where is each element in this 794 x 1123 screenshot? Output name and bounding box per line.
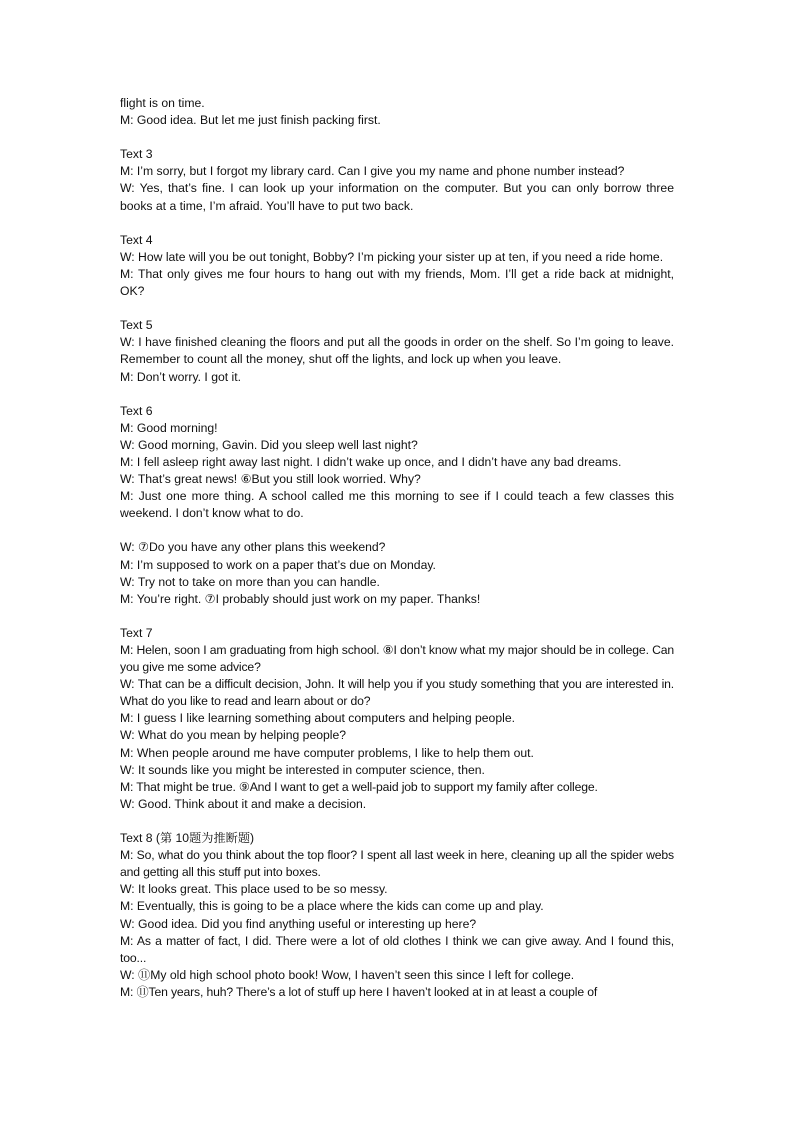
text-line: M: So, what do you think about the top floor? I spent all last week in here, cleaning up all the spider webs and getting all this stuff put into boxes. <box>120 848 674 880</box>
text-line: M: Helen, soon I am graduating from high school. ⑧I don’t know what my major should be in college. Can you give me some advice? <box>120 643 674 675</box>
paragraph-gap <box>120 129 674 146</box>
paragraph-gap <box>120 813 674 830</box>
text-line: M: Just one more thing. A school called me this morning to see if I could teach a few classes this weekend. I don’t know what to do. <box>120 489 674 521</box>
text-line: M: I guess I like learning something about computers and helping people. <box>120 711 515 726</box>
text-line: M: Good idea. But let me just finish packing first. <box>120 113 381 128</box>
text-line: M: I fell asleep right away last night. I didn’t wake up once, and I didn’t have any bad dreams. <box>120 454 622 469</box>
section-heading: Text 4 <box>120 232 153 247</box>
text-line: W: Yes, that’s fine. I can look up your information on the computer. But you can only borrow three books at a time, I’m afraid. You’ll have to put two back. <box>120 181 674 213</box>
text-line: M: ⑪Ten years, huh? There’s a lot of stuff up here I haven’t looked at in at least a couple of <box>120 984 598 999</box>
text-line: M: As a matter of fact, I did. There were a lot of old clothes I think we can give away. And I found this, too... <box>120 933 674 965</box>
text-line: W: What do you mean by helping people? <box>120 728 347 743</box>
text-line: M: When people around me have computer problems, I like to help them out. <box>120 745 534 760</box>
paragraph-gap <box>120 608 674 625</box>
paragraph-gap <box>120 386 674 403</box>
text-line: W: Try not to take on more than you can handle. <box>120 574 380 589</box>
text-line: W: Good morning, Gavin. Did you sleep well last night? <box>120 437 418 452</box>
text-line: W: It looks great. This place used to be so messy. <box>120 882 388 897</box>
text-line: W: ⑦Do you have any other plans this weekend? <box>120 540 386 555</box>
transcript-body <box>120 95 674 1001</box>
text-line: W: That’s great news! ⑥But you still look worried. Why? <box>120 472 421 487</box>
section-heading: Text 6 <box>120 403 153 418</box>
text-line: W: How late will you be out tonight, Bobby? I’m picking your sister up at ten, if you need a ride home. <box>120 249 664 264</box>
text-line: W: I have finished cleaning the floors and put all the goods in order on the shelf. So I’m going to leave. Remember to count all the money, shut off the lights, and lock up when you leave. <box>120 335 674 367</box>
text-line: M: I’m supposed to work on a paper that’s due on Monday. <box>120 557 436 572</box>
section-heading: Text 3 <box>120 147 153 162</box>
section-heading: Text 8 (第 10题为推断题) <box>120 831 255 846</box>
paragraph-gap <box>120 300 674 317</box>
text-line: M: That might be true. ⑨And I want to get a well-paid job to support my family after college. <box>120 779 598 794</box>
text-line: M: Eventually, this is going to be a place where the kids can come up and play. <box>120 899 544 914</box>
text-line: W: Good idea. Did you find anything useful or interesting up here? <box>120 916 477 931</box>
text-line: M: That only gives me four hours to hang out with my friends, Mom. I’ll get a ride back at midnight, OK? <box>120 266 674 299</box>
text-line: W: That can be a difficult decision, John. It will help you if you study something that you are interested in. What do you like to read and learn about or do? <box>120 677 674 709</box>
text-line: W: It sounds like you might be interested in computer science, then. <box>120 762 485 777</box>
section-heading: Text 5 <box>120 318 153 333</box>
text-line: M: You’re right. ⑦I probably should just work on my paper. Thanks! <box>120 591 481 606</box>
text-line: flight is on time. <box>120 96 205 110</box>
text-line: W: ⑪My old high school photo book! Wow, I haven’t seen this since I left for college. <box>120 967 575 982</box>
paragraph-gap <box>120 215 674 232</box>
text-line: M: Good morning! <box>120 420 218 435</box>
text-line: M: Don’t worry. I got it. <box>120 369 241 384</box>
section-heading: Text 7 <box>120 625 153 640</box>
paragraph-gap <box>120 522 674 539</box>
text-line: M: I’m sorry, but I forgot my library card. Can I give you my name and phone number instead? <box>120 164 625 179</box>
text-line: W: Good. Think about it and make a decision. <box>120 796 367 811</box>
